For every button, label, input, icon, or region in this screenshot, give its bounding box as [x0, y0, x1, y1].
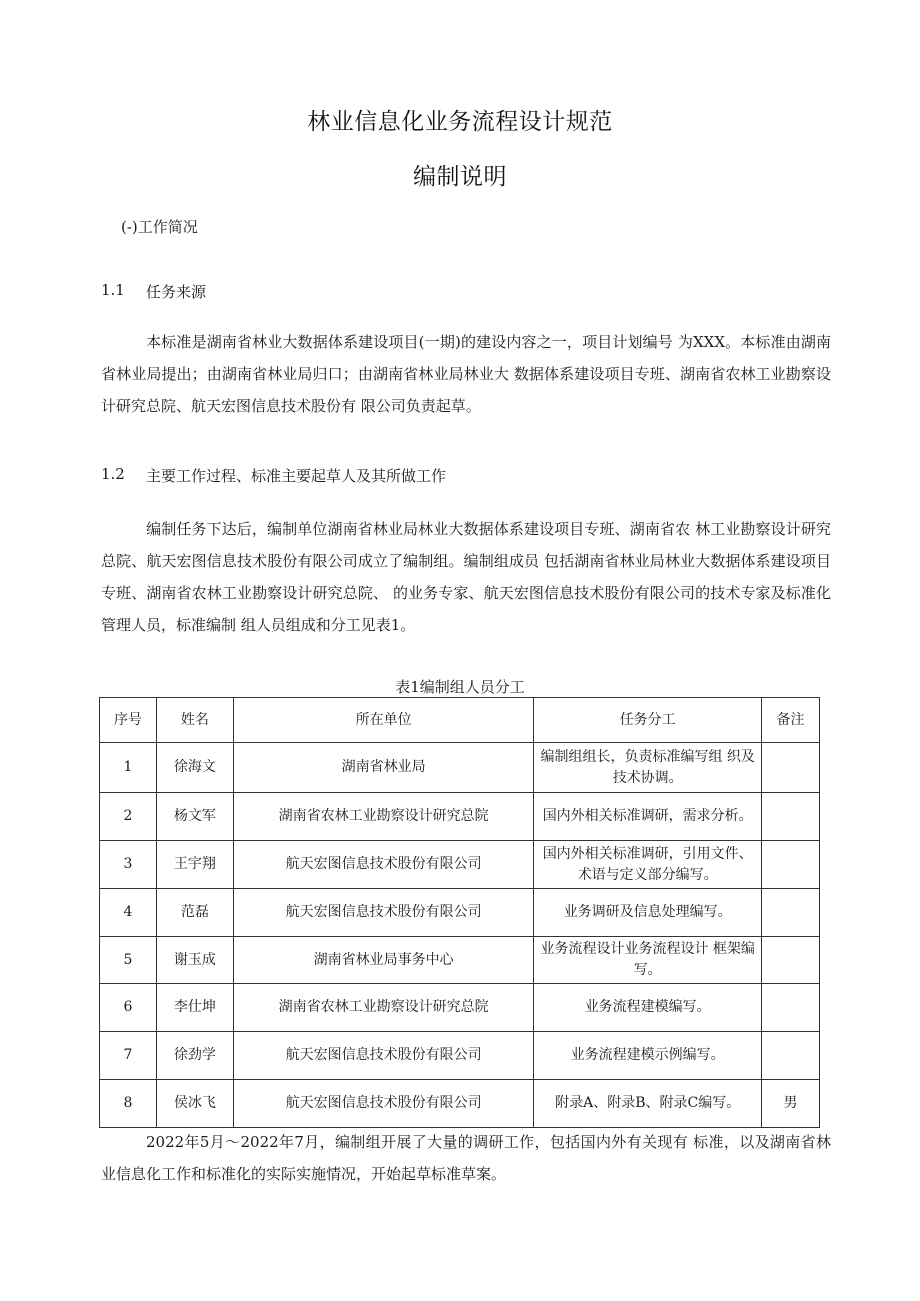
table-row [100, 984, 820, 1032]
table-caption: 表1编制组人员分工 [395, 678, 525, 696]
header-name: 姓名 [156, 698, 233, 743]
cell-name: 谢玉成 [156, 937, 233, 984]
cell-no: 3 [100, 841, 157, 889]
cell-no: 4 [100, 889, 157, 937]
cell-no: 1 [100, 743, 157, 793]
cell-name: 王宇翔 [156, 841, 233, 889]
table-header-row [100, 698, 820, 743]
staff-table [99, 697, 820, 1128]
section-heading: (-)工作简况 [121, 218, 198, 236]
table-row [100, 1032, 820, 1080]
header-task: 任务分工 [534, 698, 762, 743]
cell-unit: 湖南省农林工业勘察设计研究总院 [233, 984, 534, 1032]
header-note: 备注 [762, 698, 820, 743]
cell-no: 8 [100, 1080, 157, 1128]
cell-note [762, 793, 820, 841]
cell-note [762, 937, 820, 984]
cell-unit: 航天宏图信息技术股份有限公司 [233, 841, 534, 889]
cell-note [762, 1032, 820, 1080]
table-row [100, 889, 820, 937]
cell-note: 男 [762, 1080, 820, 1128]
table-row [100, 1080, 820, 1128]
cell-name: 徐劲学 [156, 1032, 233, 1080]
cell-no: 5 [100, 937, 157, 984]
cell-task: 国内外相关标准调研，引用文件、术语与定义部分编写。 [534, 841, 762, 889]
section-1-2-title: 主要工作过程、标准主要起草人及其所做工作 [146, 467, 447, 485]
table-row [100, 841, 820, 889]
cell-task: 业务调研及信息处理编写。 [534, 889, 762, 937]
closing-paragraph [101, 1126, 831, 1190]
header-no: 序号 [100, 698, 157, 743]
section-1-2-number: 1.2 [101, 465, 125, 483]
section-1-1-title: 任务来源 [146, 283, 207, 301]
cell-task: 业务流程设计业务流程设计 框架编写。 [534, 937, 762, 984]
cell-task: 业务流程建模编写。 [534, 984, 762, 1032]
cell-unit: 航天宏图信息技术股份有限公司 [233, 1080, 534, 1128]
cell-unit: 湖南省农林工业勘察设计研究总院 [233, 793, 534, 841]
table-row [100, 793, 820, 841]
cell-unit: 湖南省林业局事务中心 [233, 937, 534, 984]
cell-task: 业务流程建模示例编写。 [534, 1032, 762, 1080]
header-unit: 所在单位 [233, 698, 534, 743]
section-1-1-paragraph [101, 326, 831, 422]
cell-no: 6 [100, 984, 157, 1032]
cell-note [762, 889, 820, 937]
cell-task: 国内外相关标准调研，需求分析。 [534, 793, 762, 841]
section-1-2-text: 编制任务下达后，编制单位湖南省林业局林业大数据体系建设项目专班、湖南省农 林工业勘察设计研究总院、航天宏图信息技术股份有限公司成立了编制组。编制组成员 包括湖南省林业局林业大数据体系建设项目专班、湖南省农林工业勘察设计研究总院、 的业务专家、航天宏图信息技术股份有限公司的技术专家及标准化管理人员，标准编制 组人员组成和分工见表1。 [101, 520, 831, 634]
cell-name: 范磊 [156, 889, 233, 937]
cell-no: 7 [100, 1032, 157, 1080]
document-subtitle: 编制说明 [413, 164, 507, 190]
cell-no: 2 [100, 793, 157, 841]
cell-name: 李仕坤 [156, 984, 233, 1032]
cell-task: 编制组组长，负责标准编写组 织及技术协调。 [534, 743, 762, 793]
cell-note [762, 841, 820, 889]
section-1-1-number: 1.1 [101, 281, 125, 299]
cell-name: 侯冰飞 [156, 1080, 233, 1128]
table-row [100, 937, 820, 984]
cell-unit: 航天宏图信息技术股份有限公司 [233, 889, 534, 937]
section-1-2-paragraph [101, 513, 831, 641]
cell-unit: 航天宏图信息技术股份有限公司 [233, 1032, 534, 1080]
table-row [100, 743, 820, 793]
cell-name: 杨文军 [156, 793, 233, 841]
cell-note [762, 984, 820, 1032]
cell-task: 附录A、附录B、附录C编写。 [534, 1080, 762, 1128]
cell-note [762, 743, 820, 793]
section-1-1-text: 本标准是湖南省林业大数据体系建设项目(一期)的建设内容之一，项目计划编号 为XXX。本标准由湖南省林业局提出；由湖南省林业局归口；由湖南省林业局林业大 数据体系建设项目专班、湖南省农林工业勘察设计研究总院、航天宏图信息技术股份有 限公司负责起草。 [101, 333, 831, 415]
cell-name: 徐海文 [156, 743, 233, 793]
cell-unit: 湖南省林业局 [233, 743, 534, 793]
closing-text: 2022年5月～2022年7月，编制组开展了大量的调研工作，包括国内外有关现有 标准，以及湖南省林业信息化工作和标准化的实际实施情况，开始起草标准草案。 [101, 1133, 831, 1183]
document-title: 林业信息化业务流程设计规范 [307, 109, 613, 135]
